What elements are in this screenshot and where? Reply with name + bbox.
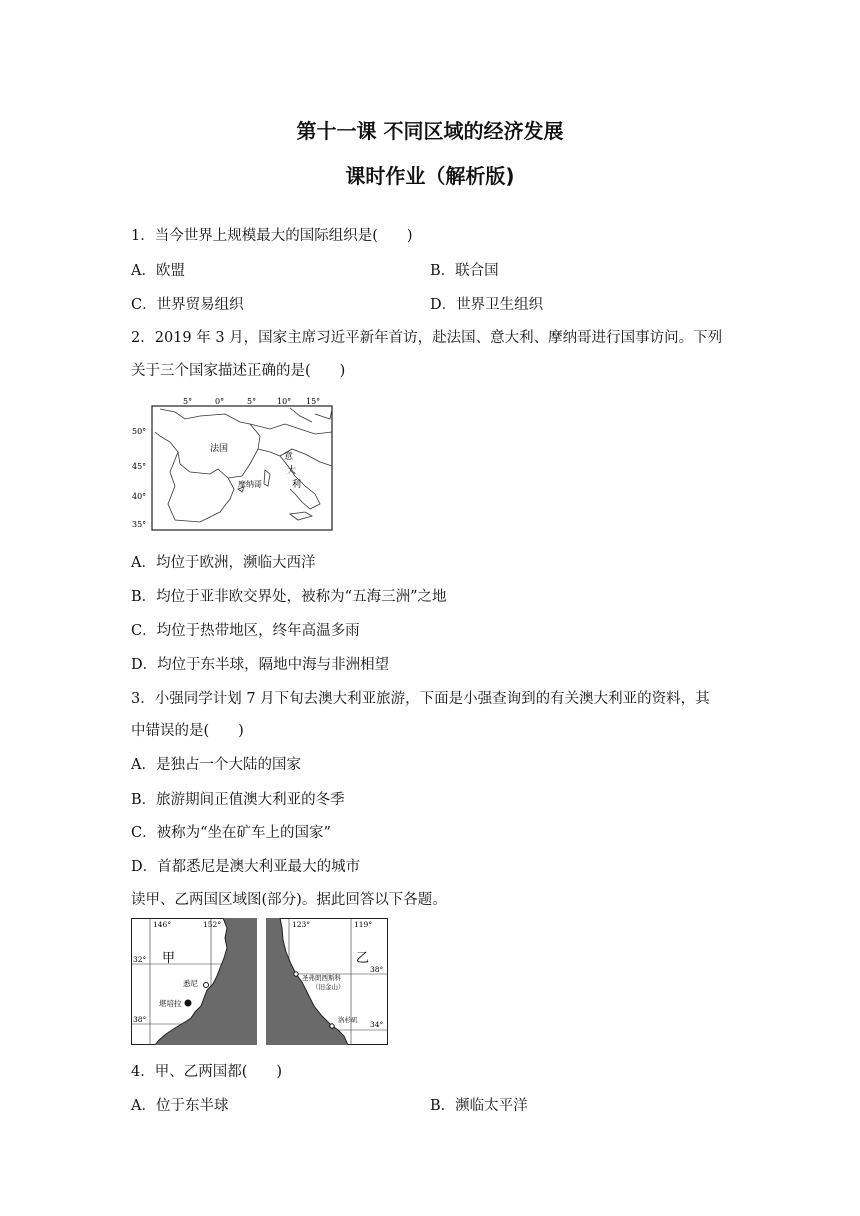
- q2-stem-line1: 2．2019 年 3 月，国家主席习近平新年首访，赴法国、意大利、摩纳哥进行国事访问。下列: [131, 330, 723, 346]
- lon-label: 5°: [247, 397, 257, 406]
- lon-label: 0°: [215, 397, 225, 406]
- q1-option-b: B．联合国: [430, 263, 499, 279]
- label-italy-1: 意: [284, 452, 294, 462]
- q2-option-c: C．均位于热带地区，终年高温多雨: [131, 623, 360, 639]
- yi-city-la: 洛杉矶: [338, 1016, 358, 1024]
- lat-label: 45°: [132, 462, 147, 471]
- q4-option-b: B．濒临太平洋: [430, 1098, 528, 1114]
- lat-label: 35°: [132, 520, 147, 529]
- intro-text: 读甲、乙两国区域图(部分)。据此回答以下各题。: [131, 892, 447, 908]
- yi-city-sf-alt: （旧金山）: [312, 983, 345, 991]
- lat-label: 40°: [132, 492, 147, 501]
- q2-stem-line2: 关于三个国家描述正确的是( ): [131, 363, 346, 379]
- lon-label: 10°: [277, 397, 292, 406]
- q1-option-c: C．世界贸易组织: [131, 297, 244, 313]
- jia-lat2: 38°: [133, 1015, 147, 1024]
- map-jia: [131, 918, 257, 1045]
- lat-label: 50°: [132, 427, 147, 436]
- lon-label: 15°: [306, 397, 321, 406]
- jia-lon2: 152°: [203, 920, 222, 929]
- q3-stem-line1: 3．小强同学计划 7 月下旬去澳大利亚旅游，下面是小强查询到的有关澳大利亚的资料，其: [131, 691, 710, 707]
- q1-stem: 1．当今世界上规模最大的国际组织是( ): [131, 228, 413, 244]
- q4-option-a: A．位于东半球: [131, 1098, 229, 1114]
- q3-option-a: A．是独占一个大陆的国家: [131, 757, 301, 773]
- q2-option-b: B．均位于亚非欧交界处，被称为“五海三洲”之地: [131, 589, 447, 605]
- yi-name: 乙: [356, 951, 370, 966]
- jia-name: 甲: [162, 951, 176, 966]
- q1-option-d: D．世界卫生组织: [430, 297, 544, 313]
- q3-option-c: C．被称为“坐在矿车上的国家”: [131, 825, 331, 841]
- q2-option-a: A．均位于欧洲，濒临大西洋: [131, 555, 316, 571]
- jia-city-canberra: 堪培拉: [159, 999, 182, 1008]
- label-france: 法国: [210, 444, 229, 454]
- yi-lon2: 119°: [354, 920, 373, 929]
- lon-label: 5°: [183, 397, 193, 406]
- label-italy-3: 利: [292, 480, 302, 490]
- label-monaco: 摩纳哥: [238, 480, 262, 489]
- q4-stem: 4．甲、乙两国都( ): [131, 1064, 283, 1080]
- yi-city-sf: 圣弗朗西斯科: [302, 974, 341, 982]
- q3-option-d: D．首都悉尼是澳大利亚最大的城市: [131, 859, 361, 875]
- map-yi: [266, 918, 388, 1045]
- page-title: 第十一课 不同区域的经济发展: [296, 119, 564, 143]
- yi-lat2: 34°: [370, 1020, 384, 1029]
- yi-lon1: 123°: [292, 920, 311, 929]
- jia-lat1: 32°: [133, 955, 147, 964]
- q1-option-a: A．欧盟: [131, 263, 185, 279]
- page-subtitle: 课时作业（解析版): [345, 164, 515, 188]
- jia-lon1: 146°: [153, 920, 172, 929]
- jia-city-sydney: 悉尼: [183, 979, 198, 988]
- q2-option-d: D．均位于东半球，隔地中海与非洲相望: [131, 657, 390, 673]
- q3-stem-line2: 中错误的是( ): [131, 723, 244, 739]
- label-italy-2: 大: [287, 466, 297, 476]
- yi-lat1: 38°: [370, 965, 384, 974]
- europe-map: [130, 394, 340, 534]
- q3-option-b: B．旅游期间正值澳大利亚的冬季: [131, 792, 345, 808]
